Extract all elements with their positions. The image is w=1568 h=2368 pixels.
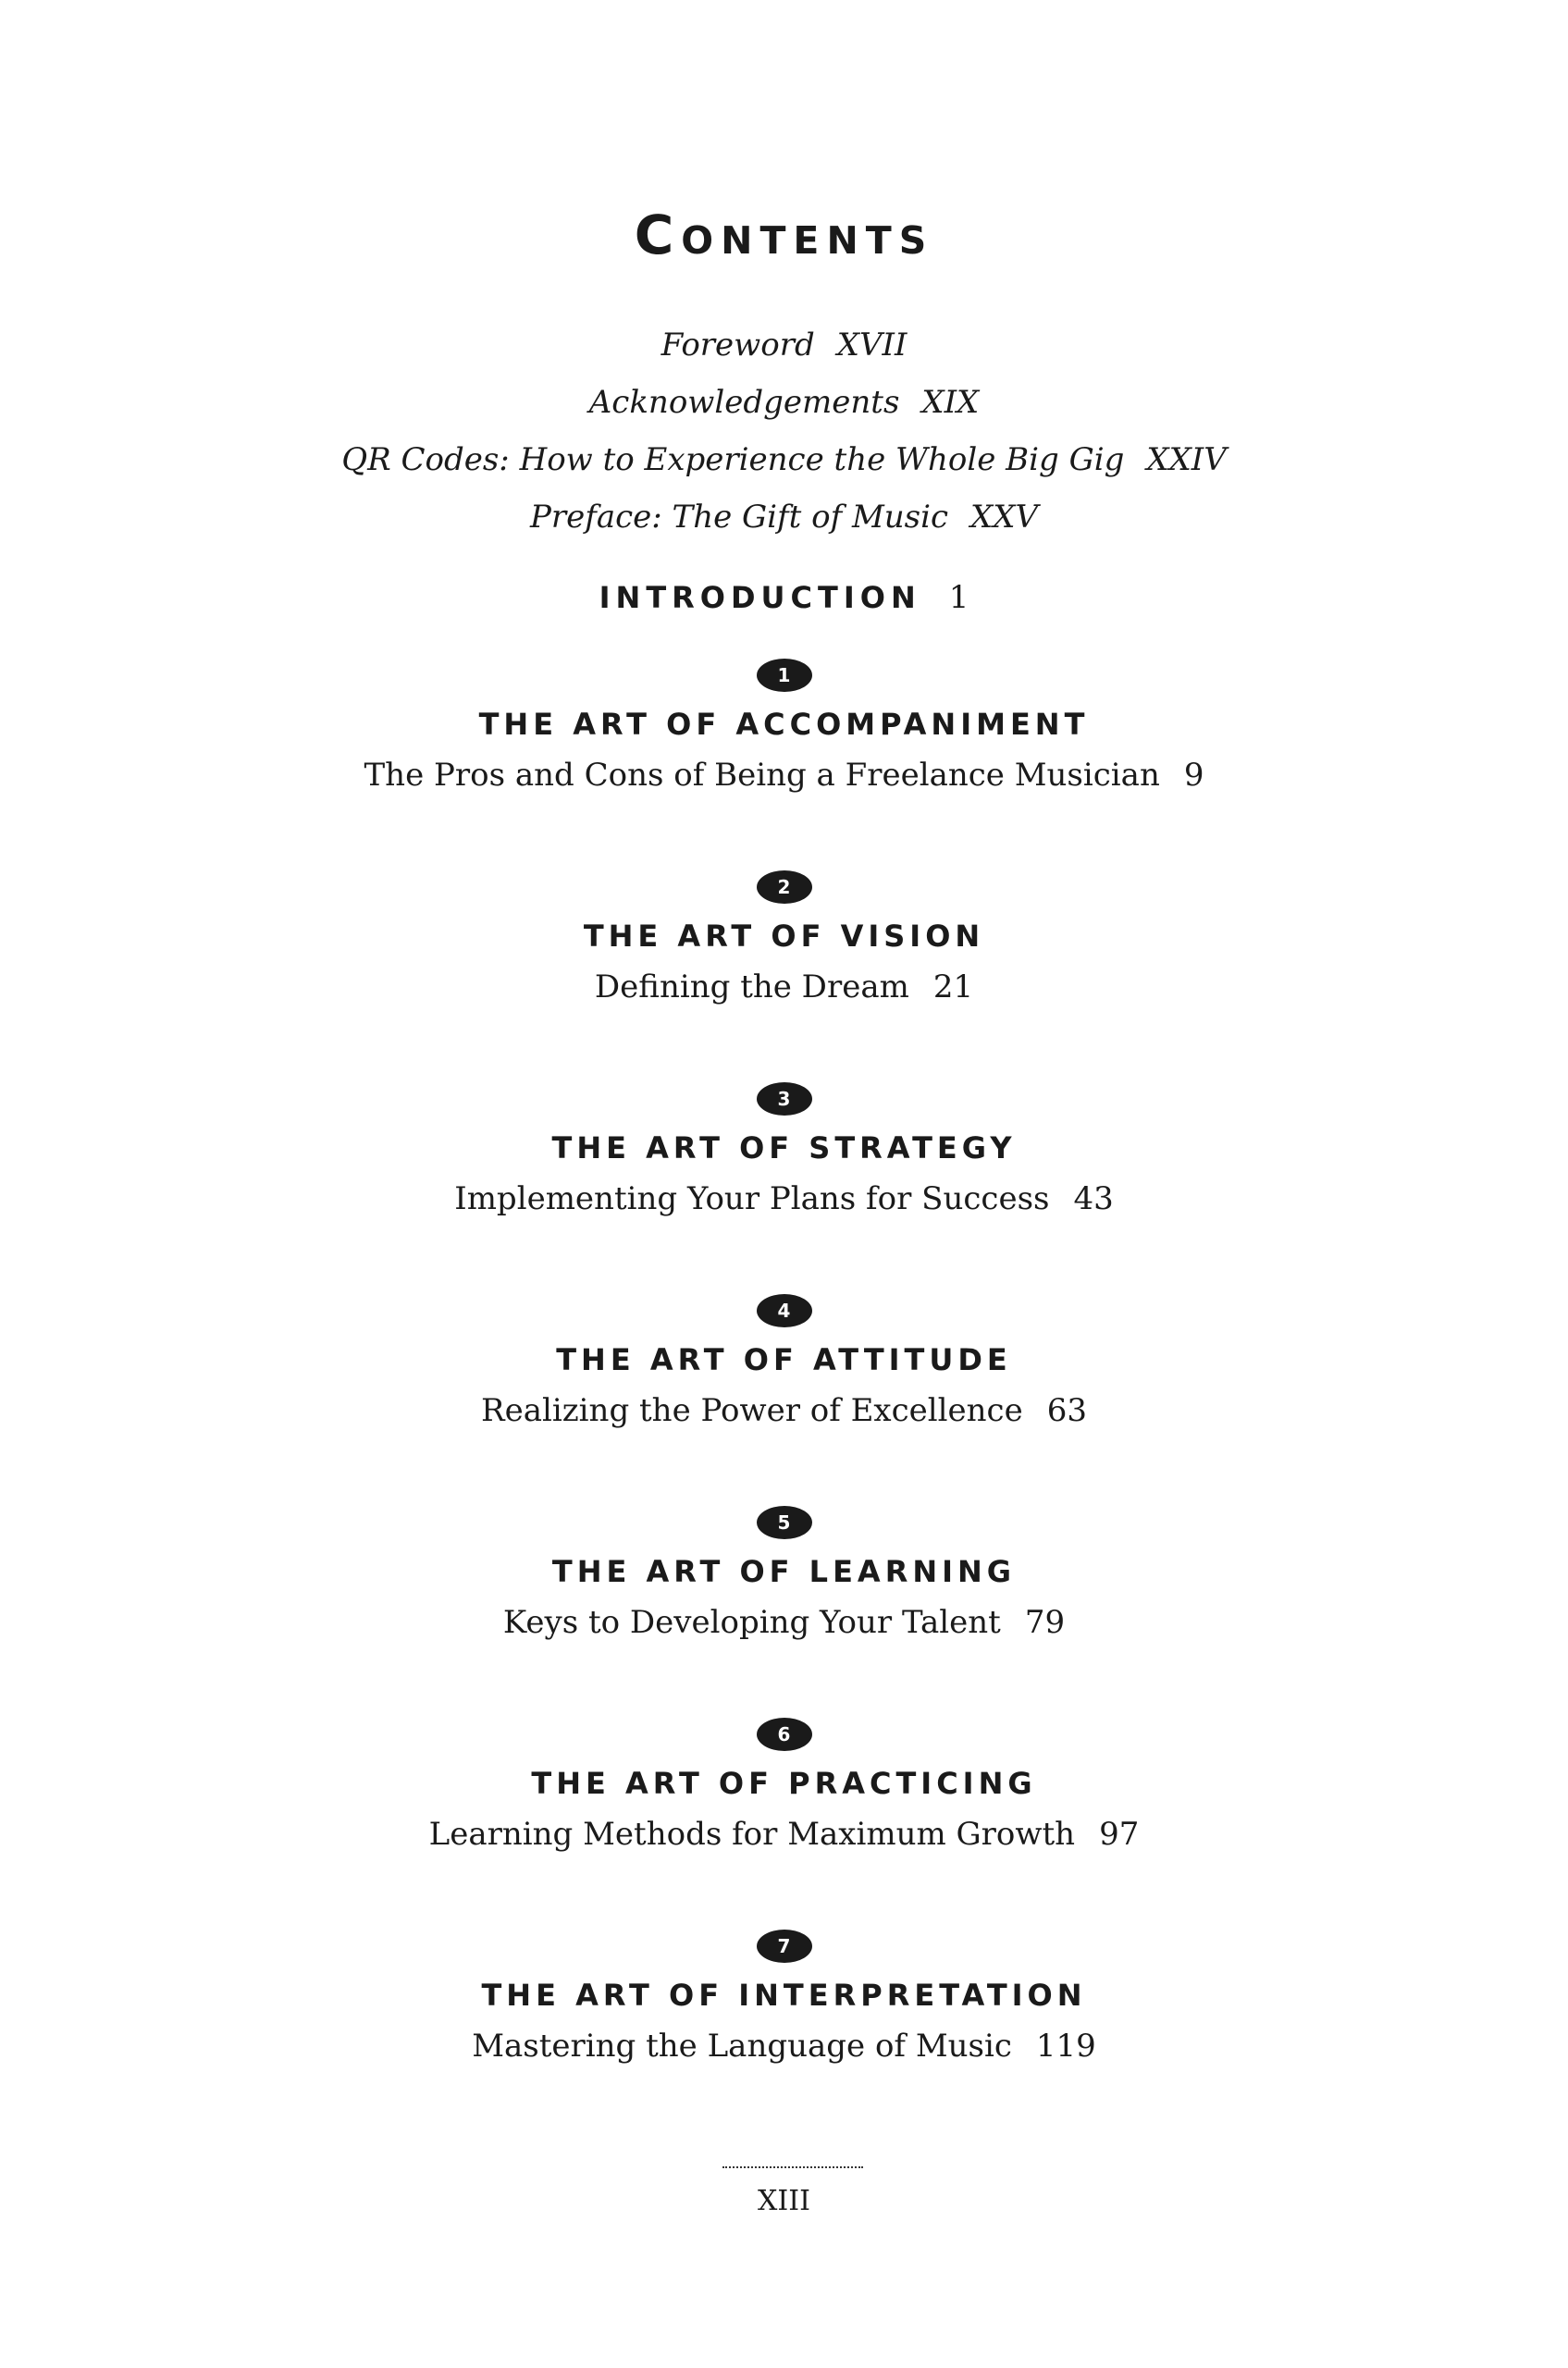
chapter-page: 97 xyxy=(1099,1816,1140,1853)
entry-page: XXIV xyxy=(1146,441,1227,478)
chapter-subtitle-line xyxy=(0,2018,1568,2074)
chapter-page: 43 xyxy=(1073,1180,1114,1217)
entry-page: XXV xyxy=(970,499,1039,536)
chapter-number-badge: 7 xyxy=(757,1930,812,1963)
chapter-title: THE ART OF INTERPRETATION xyxy=(481,1978,1087,2013)
chapter-entry xyxy=(0,1926,1568,2138)
chapter-number-badge: 4 xyxy=(757,1294,812,1327)
chapter-entry xyxy=(0,1714,1568,1926)
front-matter-list xyxy=(0,316,1568,546)
chapter-entry xyxy=(0,1502,1568,1714)
chapter-title: THE ART OF LEARNING xyxy=(551,1554,1017,1589)
front-matter-entry xyxy=(0,488,1568,546)
chapter-title: THE ART OF STRATEGY xyxy=(551,1130,1017,1166)
chapter-subtitle: Implementing Your Plans for Success xyxy=(454,1180,1050,1217)
chapter-page: 9 xyxy=(1183,757,1204,794)
front-matter-entry xyxy=(0,316,1568,374)
chapter-number-badge: 1 xyxy=(757,659,812,692)
chapter-number-badge: 3 xyxy=(757,1082,812,1116)
chapter-entry xyxy=(0,655,1568,867)
introduction-page: 1 xyxy=(948,579,969,616)
page-title: Contents xyxy=(634,204,934,266)
page-folio: XIII xyxy=(758,2185,810,2217)
chapter-number-badge: 6 xyxy=(757,1718,812,1751)
chapter-subtitle-line xyxy=(0,1171,1568,1227)
entry-label: Foreword xyxy=(661,327,815,364)
chapter-page: 21 xyxy=(932,968,974,1005)
entry-page: XVII xyxy=(836,327,907,364)
entry-label: Preface: The Gift of Music xyxy=(529,499,949,536)
chapter-subtitle-line xyxy=(0,959,1568,1015)
chapter-number-badge: 5 xyxy=(757,1506,812,1539)
introduction-label: INTRODUCTION xyxy=(599,580,921,615)
chapter-subtitle-line xyxy=(0,1807,1568,1862)
chapter-number-badge: 2 xyxy=(757,870,812,904)
chapter-subtitle: The Pros and Cons of Being a Freelance Musician xyxy=(364,757,1160,794)
chapter-page: 119 xyxy=(1035,2028,1096,2065)
front-matter-entry xyxy=(0,374,1568,431)
chapter-subtitle-line xyxy=(0,747,1568,803)
chapter-title: THE ART OF ATTITUDE xyxy=(556,1342,1012,1377)
chapter-list xyxy=(0,655,1568,2138)
chapter-subtitle: Mastering the Language of Music xyxy=(472,2028,1012,2065)
chapter-page: 79 xyxy=(1024,1604,1066,1641)
chapter-page: 63 xyxy=(1046,1392,1087,1429)
chapter-subtitle-line xyxy=(0,1595,1568,1650)
chapter-title: THE ART OF PRACTICING xyxy=(531,1766,1037,1801)
chapter-subtitle: Learning Methods for Maximum Growth xyxy=(428,1816,1076,1853)
chapter-subtitle-line xyxy=(0,1383,1568,1438)
front-matter-entry xyxy=(0,431,1568,488)
entry-label: Acknowledgements xyxy=(588,384,900,421)
chapter-subtitle: Realizing the Power of Excellence xyxy=(481,1392,1023,1429)
footer-dotted-rule xyxy=(722,2166,863,2168)
chapter-entry xyxy=(0,867,1568,1079)
chapter-title: THE ART OF ACCOMPANIMENT xyxy=(478,707,1090,742)
chapter-subtitle: Defining the Dream xyxy=(594,968,909,1005)
introduction-entry xyxy=(0,570,1568,625)
entry-page: XIX xyxy=(921,384,980,421)
chapter-title: THE ART OF VISION xyxy=(583,919,985,954)
entry-label: QR Codes: How to Experience the Whole Big Gig xyxy=(341,441,1125,478)
chapter-entry xyxy=(0,1290,1568,1502)
chapter-entry xyxy=(0,1079,1568,1290)
chapter-subtitle: Keys to Developing Your Talent xyxy=(502,1604,1001,1641)
